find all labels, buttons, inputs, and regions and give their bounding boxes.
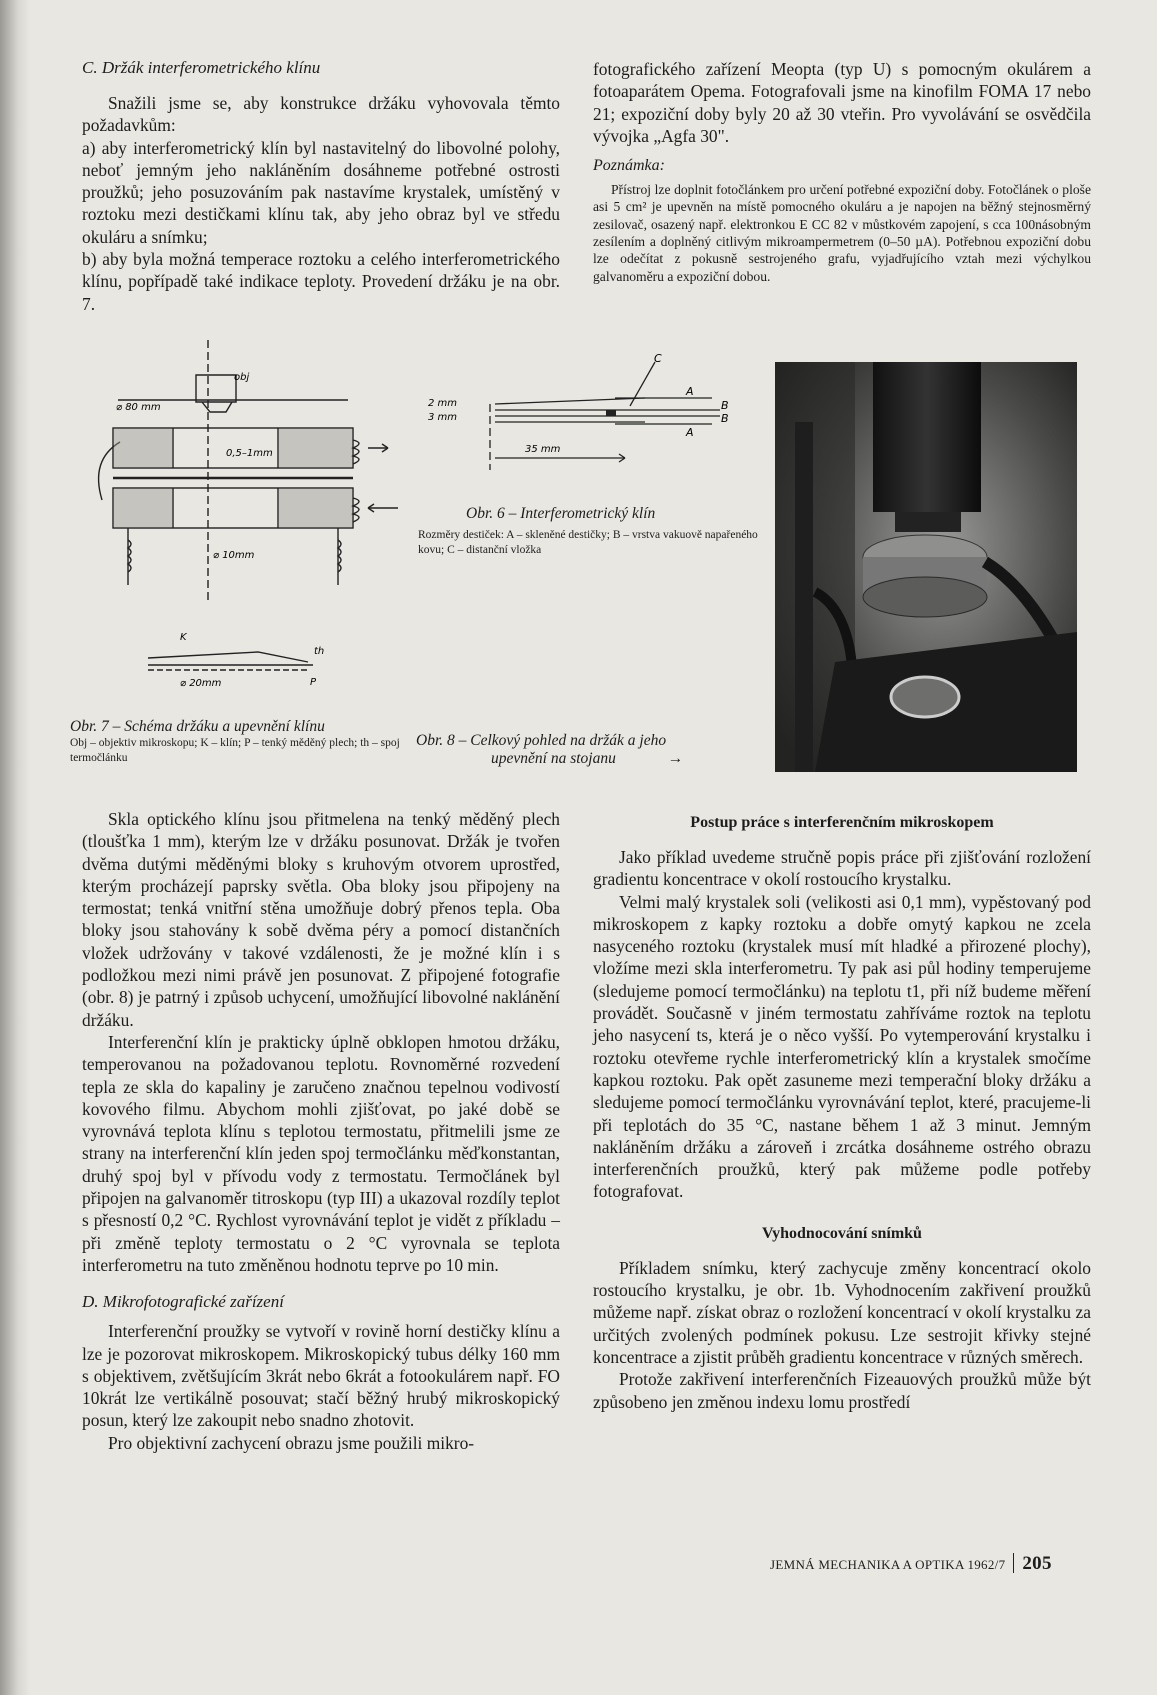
fig6-label-a1: A [686, 385, 694, 398]
fig8-arrow: → [667, 750, 684, 767]
left-para-2: a) aby interferometrický klín byl nastavitelný do libovolné polohy, neboť jemným jeho nakláněním dosáhneme potřebné ostrosti proužků; jeho posuzováním pak nastavíme krystalek, umístěný v roztoku mezi destičkami klínu tak, aby jeho obraz byl ve středu okuláru a snímku; [82, 137, 560, 247]
fig7-label-d10: ⌀ 10mm [213, 550, 255, 561]
page-number: 205 [1022, 1553, 1052, 1574]
fig7-label-p: P [310, 677, 317, 688]
section-heading-vyhodnocovani: Vyhodnocování snímků [762, 1224, 922, 1242]
right-column-bottom [593, 814, 1091, 1413]
right-column-top [593, 58, 1091, 285]
fig6-body: Rozměry destiček: A – skleněné destičky; B – vrstva vakuově napařeného kovu; C – distanční vložka [418, 529, 758, 556]
heading-c: C. Držák interferometrického klínu [82, 58, 321, 77]
section-heading-postup: Postup práce s interferenčním mikroskopem [690, 814, 994, 831]
fig6-label-d2: 2 mm [428, 398, 458, 409]
right-para-2: Jako příklad uvedeme stručně popis práce při zjišťování rozložení gradientu koncentrace v okolí rostoucího krystalku. [593, 847, 1091, 890]
fig6-label-b1: B [721, 399, 729, 412]
heading-d: D. Mikrofotografické zařízení [82, 1292, 284, 1312]
fig7-label-k: K [180, 632, 187, 643]
fig8-title-2 [416, 750, 776, 768]
fig6-caption [466, 505, 746, 523]
fig8-title-2-text: upevnění na stojanu [491, 750, 616, 767]
right-para-4: Příkladem snímku, který zachycuje změny koncentrací okolo rostoucího krystalku, je obr. 1b. Vyhodnocením zakřivení proužků můžeme např. získat obraz o rozložení koncentrací v okolí krystalku za určitých zvolených podmínek pokusu. Lze sestrojit křivky stejné koncentrace a zjistit průběh gradientu koncentrace v různých směrech. [593, 1257, 1091, 1367]
fig8-title-1: Obr. 8 – Celkový pohled na držák a jeho [416, 732, 667, 749]
journal-name: JEMNÁ MECHANIKA A OPTIKA 1962/7 [770, 1557, 1006, 1572]
fig7-caption [70, 718, 400, 766]
note-heading: Poznámka: [593, 157, 665, 175]
fig8-caption [416, 732, 776, 768]
fig7-body: Obj – objektiv mikroskopu; K – klín; P – tenký měděný plech; th – spoj termočlánku [70, 737, 400, 764]
left-column-bottom [82, 808, 560, 1454]
fig6-label-b2: B [721, 412, 729, 425]
note-body: Přístroj lze doplnit fotočlánkem pro určení potřebné expoziční doby. Fotočlánek o ploše asi 5 cm² je upevněn na místě pomocného okuláru a je napojen na běžný stejnosměrný zesilovač, osazený např. elektronkou E CC 82 v můstkovém zapojení, s cca 100násobným zesílením a doplněný citlivým mikroampermetrem (0–50 µA). Potřebnou expoziční dobu lze odečítat z pokusně sestrojeného grafu, vyjadřujícího vztah mezi výchylkou galvanoměru a expoziční dobou. [593, 182, 1091, 284]
fig7-drawing [68, 340, 398, 700]
fig7-label-d05: 0,5–1mm [226, 448, 273, 459]
right-para-1: fotografického zařízení Meopta (typ U) s pomocným okulárem a fotoaparátem Opema. Fotografovali jsme na kinofilm FOMA 17 nebo 21; expoziční doby byly 20 až 30 vteřin. Pro vyvolávání se osvědčila vývojka „Agfa 30". [593, 59, 1091, 146]
fig7-label-d80: ⌀ 80 mm [116, 402, 161, 413]
left-column-top [82, 58, 560, 315]
right-para-3: Velmi malý krystalek soli (velikosti asi 0,1 mm), vypěstovaný pod mikroskopem z kapky roztoku a dobře omytý kapkou ne zcela nasyceného roztoku (krystalek musí mít hladké a přirozené plochy), vložíme mezi skla interferometru. Ty pak asi půl hodiny temperujeme (sledujeme pomocí termočlánku) na teplotu t1, při níž budeme měření provádět. Současně v jiném termostatu zahříváme roztok na teplotu jeho nasycení ts, která je o něco vyšší. Po vytemperování krystalku i roztoku otevřeme rychle interferometrický klín a krystalek smočíme kapkou roztoku. Pak opět zasuneme mezi temperační bloky držáku a sledujeme pomocí termočlánku vyrovnávání teplot, které, pracujeme-li při teplotách do 35 °C, nastane během 1 až 3 minut. Jemným nakláněním držáku a zároveň i zrcátka dosáhneme ostrého obrazu interferenčních proužků, který pak můžeme podle potřeby fotografovat. [593, 891, 1091, 1202]
left-para-6: Interferenční proužky se vytvoří v rovině horní destičky klínu a lze je pozorovat mikroskopem. Mikroskopický tubus délky 160 mm s objektivem, zvětšujícím 3krát nebo 6krát a fotookulárem např. FO 10krát lze vertikálně posouvat; stačí běžný hrubý mikroskopický posun, který lze zakoupit nebo snadno zhotovit. [82, 1321, 560, 1431]
left-para-1: Snažili jsme se, aby konstrukce držáku vyhovovala těmto požadavkům: [82, 93, 560, 136]
fig6-label-d35: 35 mm [525, 444, 561, 455]
left-para-7: Pro objektivní zachycení obrazu jsme použili mikro- [108, 1432, 475, 1453]
fig7-label-obj: obj [234, 372, 250, 383]
fig6-drawing [420, 352, 760, 472]
fig6-title: Obr. 6 – Interferometrický klín [466, 505, 656, 522]
fig6-label-a2: A [686, 426, 694, 439]
fig7-title: Obr. 7 – Schéma držáku a upevnění klínu [70, 718, 325, 735]
fig7-label-d20: ⌀ 20mm [180, 678, 222, 689]
left-para-5: Interferenční klín je prakticky úplně obklopen hmotou držáku, temperovanou na požadovanou teplotu. Rovnoměrné rozvedení tepla ze skla do kapaliny je zaručeno značnou tepelnou vodivostí kovového filmu. Abychom mohli zjišťovat, po jaké době se vyrovnává teplota klínu s teplotou termostatu, přitmelili jsme ze strany na interferenční klín jeden spoj termočlánku měďkonstantan, druhý spoj byl v přívodu vody z termostatu. Termočlánek byl připojen na galvanoměr titroskopu (typ III) a ukazoval rozdíly teplot s přesností 0,2 °C. Rychlost vyrovnávání teplot je vidět z příkladu – při změně teploty termostatu o 2 °C vyrovnala se teplota interferometru na tuto změněnou hodnotu teprve po 10 min. [82, 1031, 560, 1275]
left-para-4: Skla optického klínu jsou přitmelena na tenký měděný plech (tloušťka 1 mm), kterým lze v držáku posunovat. Držák je tvořen dvěma dutými měděnými bloky s kruhovým otvorem uprostřed, kterým procházejí paprsky světla. Oba bloky jsou připojeny na termostat; tenká vnitřní stěna umožňuje dobrý přenos tepla. Oba bloky jsou stahovány k sobě dvěma péry a pomocí distančních vložek udržovány v takové vzdálenosti, že je možné klín i s podložkou mezi nimi právě jen posunovat. Z připojené fotografie (obr. 8) je patrný i způsob uchycení, umožňující libovolné naklánění držáku. [82, 809, 560, 1030]
binding-shadow [0, 0, 30, 1695]
fig7-label-th: th [314, 646, 325, 657]
footer-separator [1013, 1553, 1014, 1573]
page-footer [770, 1553, 1130, 1575]
right-para-5: Protože zakřivení interferenčních Fizeauových proužků může být způsobeno jen změnou indexu lomu prostředí [593, 1369, 1091, 1412]
left-para-3: b) aby byla možná temperace roztoku a celého interferometrického klínu, popřípadě také indikace teploty. Provedení držáku je na obr. 7. [82, 249, 560, 314]
fig6-label-c: C [654, 352, 662, 365]
fig8-photo [775, 362, 1077, 772]
fig6-label-d3: 3 mm [428, 412, 458, 423]
